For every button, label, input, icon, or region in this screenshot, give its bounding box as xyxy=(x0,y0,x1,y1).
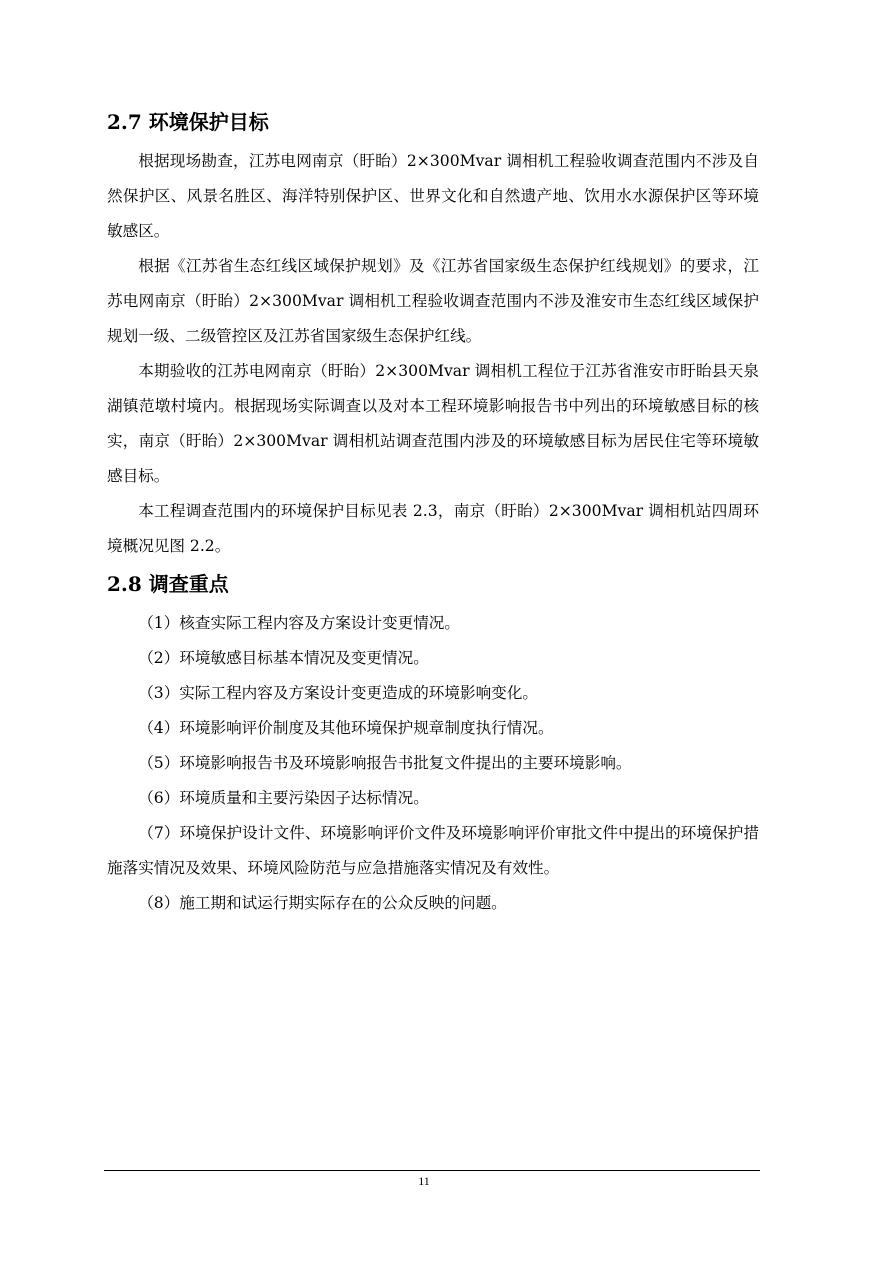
list-item-3: （3）实际工程内容及方案设计变更造成的环境影响变化。 xyxy=(138,684,538,702)
list-item-7: （7）环境保护设计文件、环境影响评价文件及环境影响评价审批文件中提出的环境保护措施落实情况及效果、环境风险防范与应急措施落实情况及有效性。 xyxy=(107,824,759,877)
paragraph-2-7-3: 本期验收的江苏电网南京（盱眙）2×300Mvar 调相机工程位于江苏省淮安市盱眙县天泉湖镇范墩村境内。根据现场实际调查以及对本工程环境影响报告书中列出的环境敏感目标的核实，南京（盱眙）2×300Mvar 调相机站调查范围内涉及的环境敏感目标为居民住宅等环境敏感目标。 xyxy=(107,362,759,485)
list-item-5: （5）环境影响报告书及环境影响报告书批复文件提出的主要环境影响。 xyxy=(138,754,632,772)
list-item-1: （1）核查实际工程内容及方案设计变更情况。 xyxy=(138,614,460,632)
section-heading-2-8: 2.8 调查重点 xyxy=(107,572,229,596)
list-item-2: （2）环境敏感目标基本情况及变更情况。 xyxy=(138,649,429,667)
list-item-6: （6）环境质量和主要污染因子达标情况。 xyxy=(138,789,429,807)
section-heading-2-7: 2.7 环境保护目标 xyxy=(107,110,269,134)
page-content xyxy=(107,104,759,921)
list-item-8: （8）施工期和试运行期实际存在的公众反映的问题。 xyxy=(138,894,507,912)
footer-divider xyxy=(104,1170,760,1171)
paragraph-2-7-2: 根据《江苏省生态红线区域保护规划》及《江苏省国家级生态保护红线规划》的要求，江苏电网南京（盱眙）2×300Mvar 调相机工程验收调查范围内不涉及淮安市生态红线区域保护规划一级、二级管控区及江苏省国家级生态保护红线。 xyxy=(107,257,759,345)
list-item-4: （4）环境影响评价制度及其他环境保护规章制度执行情况。 xyxy=(138,719,554,737)
page-number: 11 xyxy=(418,1174,430,1188)
paragraph-2-7-1: 根据现场勘查，江苏电网南京（盱眙）2×300Mvar 调相机工程验收调查范围内不涉及自然保护区、风景名胜区、海洋特别保护区、世界文化和自然遗产地、饮用水水源保护区等环境敏感区。 xyxy=(107,152,759,240)
paragraph-2-7-4: 本工程调查范围内的环境保护目标见表 2.3，南京（盱眙）2×300Mvar 调相机站四周环境概况见图 2.2。 xyxy=(107,502,759,555)
